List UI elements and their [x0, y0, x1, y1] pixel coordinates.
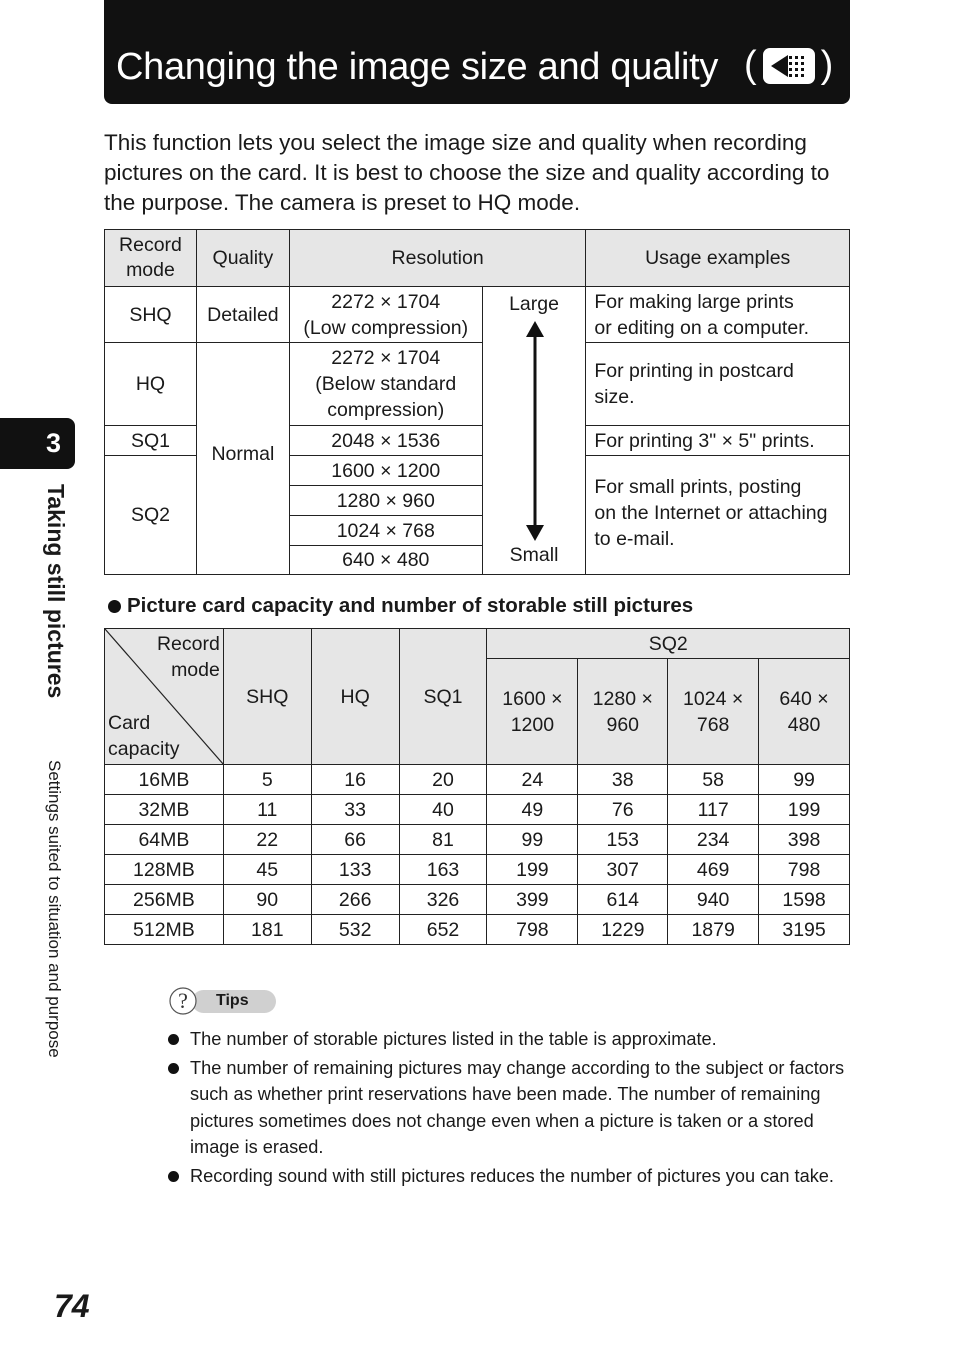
- capacity-table: [104, 628, 850, 945]
- title-icon-group: [744, 44, 833, 87]
- table-row: [105, 795, 850, 825]
- col-sq2-1024: 1024 × 768: [668, 659, 759, 765]
- mode-sq2: SQ2: [105, 456, 197, 575]
- mode-hq: HQ: [105, 343, 197, 426]
- tip-item: Recording sound with still pictures reduces the number of pictures you can take.: [166, 1163, 856, 1190]
- header-record-mode: Record mode: [105, 230, 197, 287]
- picture-count-cell: 58: [668, 765, 759, 795]
- res-sq2-640: 640 × 480: [289, 546, 482, 575]
- picture-count-cell: 326: [399, 885, 487, 915]
- picture-count-cell: 398: [759, 825, 850, 855]
- card-capacity-cell: 32MB: [105, 795, 224, 825]
- col-sq2-1600: 1600 × 1200: [487, 659, 578, 765]
- quality-normal: Normal: [196, 343, 289, 575]
- picture-count-cell: 532: [311, 915, 399, 945]
- size-scale: [482, 287, 586, 575]
- picture-count-cell: 469: [668, 855, 759, 885]
- picture-count-cell: 99: [759, 765, 850, 795]
- picture-count-cell: 307: [578, 855, 668, 885]
- picture-count-cell: 16: [311, 765, 399, 795]
- picture-count-cell: 399: [487, 885, 578, 915]
- corner-record-mode: Record mode: [156, 633, 220, 681]
- mode-shq: SHQ: [105, 287, 197, 343]
- picture-count-cell: 11: [223, 795, 311, 825]
- tip-item: The number of remaining pictures may change according to the subject or factors such as whether print reservations have been made. The number of remaining pictures sometimes does not change even when a picture is taken or a stored image is erased.: [166, 1055, 856, 1161]
- picture-count-cell: 24: [487, 765, 578, 795]
- picture-count-cell: 1229: [578, 915, 668, 945]
- table-row: [105, 915, 850, 945]
- picture-count-cell: 22: [223, 825, 311, 855]
- picture-count-cell: 798: [487, 915, 578, 945]
- card-capacity-cell: 512MB: [105, 915, 224, 945]
- picture-count-cell: 5: [223, 765, 311, 795]
- tips-list: [166, 1026, 856, 1191]
- col-sq2: SQ2: [487, 629, 850, 659]
- capacity-section-heading: [108, 594, 693, 618]
- picture-count-cell: 20: [399, 765, 487, 795]
- picture-count-cell: 40: [399, 795, 487, 825]
- res-hq: 2272 × 1704 (Below standard compression): [289, 343, 482, 426]
- header-resolution: Resolution: [289, 230, 586, 287]
- picture-count-cell: 614: [578, 885, 668, 915]
- picture-count-cell: 199: [759, 795, 850, 825]
- table-row: [105, 855, 850, 885]
- corner-header: [105, 629, 224, 765]
- label-small: Small: [509, 544, 559, 566]
- side-section-subtitle: Settings suited to situation and purpose: [45, 760, 64, 1058]
- bullet-icon: [108, 600, 121, 613]
- tip-item: The number of storable pictures listed in the table is approximate.: [166, 1026, 856, 1053]
- picture-count-cell: 38: [578, 765, 668, 795]
- res-sq2-1024: 1024 × 768: [289, 516, 482, 546]
- col-sq2-640: 640 × 480: [759, 659, 850, 765]
- chapter-number: 3: [45, 428, 61, 458]
- col-shq: SHQ: [223, 629, 311, 765]
- picture-count-cell: 76: [578, 795, 668, 825]
- picture-count-cell: 153: [578, 825, 668, 855]
- picture-count-cell: 45: [223, 855, 311, 885]
- table-row: [105, 885, 850, 915]
- header-quality: Quality: [196, 230, 289, 287]
- tips-label: Tips: [192, 990, 276, 1013]
- picture-count-cell: 49: [487, 795, 578, 825]
- card-capacity-cell: 64MB: [105, 825, 224, 855]
- picture-count-cell: 90: [223, 885, 311, 915]
- picture-count-cell: 99: [487, 825, 578, 855]
- intro-paragraph: This function lets you select the image size and quality when recording pictures on the card. It is best to choose the size and quality according to the purpose. The camera is preset to HQ mode.: [104, 130, 830, 215]
- picture-count-cell: 163: [399, 855, 487, 885]
- question-mark-icon: [168, 986, 198, 1016]
- picture-count-cell: 1879: [668, 915, 759, 945]
- col-sq1: SQ1: [399, 629, 487, 765]
- table-row: [105, 765, 850, 795]
- page-number: 74: [54, 1288, 90, 1324]
- title-close-paren: ): [820, 44, 834, 86]
- res-shq: 2272 × 1704 (Low compression): [289, 287, 482, 343]
- chapter-tab: [0, 418, 75, 469]
- title-open-paren: (: [744, 44, 757, 86]
- usage-sq2: For small prints, posting on the Internet or attaching to e-mail.: [586, 456, 850, 575]
- title-bar: [104, 0, 850, 104]
- picture-count-cell: 3195: [759, 915, 850, 945]
- res-sq2-1280: 1280 × 960: [289, 486, 482, 516]
- quality-detailed: Detailed: [196, 287, 289, 343]
- picture-count-cell: 33: [311, 795, 399, 825]
- page-title: Changing the image size and quality: [116, 46, 719, 88]
- picture-count-cell: 81: [399, 825, 487, 855]
- corner-card-capacity: Card capacity: [108, 712, 180, 760]
- col-sq2-1280: 1280 × 960: [578, 659, 668, 765]
- label-large: Large: [509, 293, 559, 315]
- picture-count-cell: 199: [487, 855, 578, 885]
- picture-count-cell: 66: [311, 825, 399, 855]
- usage-hq: For printing in postcard size.: [586, 343, 850, 426]
- usage-shq: For making large prints or editing on a computer.: [586, 287, 850, 343]
- quality-table: [104, 229, 850, 575]
- picture-count-cell: 266: [311, 885, 399, 915]
- table-row: [105, 825, 850, 855]
- size-arrow-icon: [483, 321, 587, 541]
- usage-sq1: For printing 3" × 5" prints.: [586, 426, 850, 456]
- picture-count-cell: 798: [759, 855, 850, 885]
- card-capacity-cell: 256MB: [105, 885, 224, 915]
- picture-count-cell: 652: [399, 915, 487, 945]
- tips-badge: [168, 986, 276, 1016]
- mode-sq1: SQ1: [105, 426, 197, 456]
- header-usage: Usage examples: [586, 230, 850, 287]
- card-capacity-cell: 16MB: [105, 765, 224, 795]
- picture-count-cell: 1598: [759, 885, 850, 915]
- side-section-title: Taking still pictures: [43, 484, 69, 699]
- picture-count-cell: 133: [311, 855, 399, 885]
- picture-count-cell: 940: [668, 885, 759, 915]
- col-hq: HQ: [311, 629, 399, 765]
- picture-count-cell: 181: [223, 915, 311, 945]
- svg-text:?: ?: [178, 988, 188, 1013]
- picture-count-cell: 234: [668, 825, 759, 855]
- card-capacity-cell: 128MB: [105, 855, 224, 885]
- image-quality-icon: [763, 48, 815, 84]
- picture-count-cell: 117: [668, 795, 759, 825]
- capacity-heading-text: Picture card capacity and number of storable still pictures: [127, 594, 694, 617]
- res-sq2-1600: 1600 × 1200: [289, 456, 482, 486]
- res-sq1: 2048 × 1536: [289, 426, 482, 456]
